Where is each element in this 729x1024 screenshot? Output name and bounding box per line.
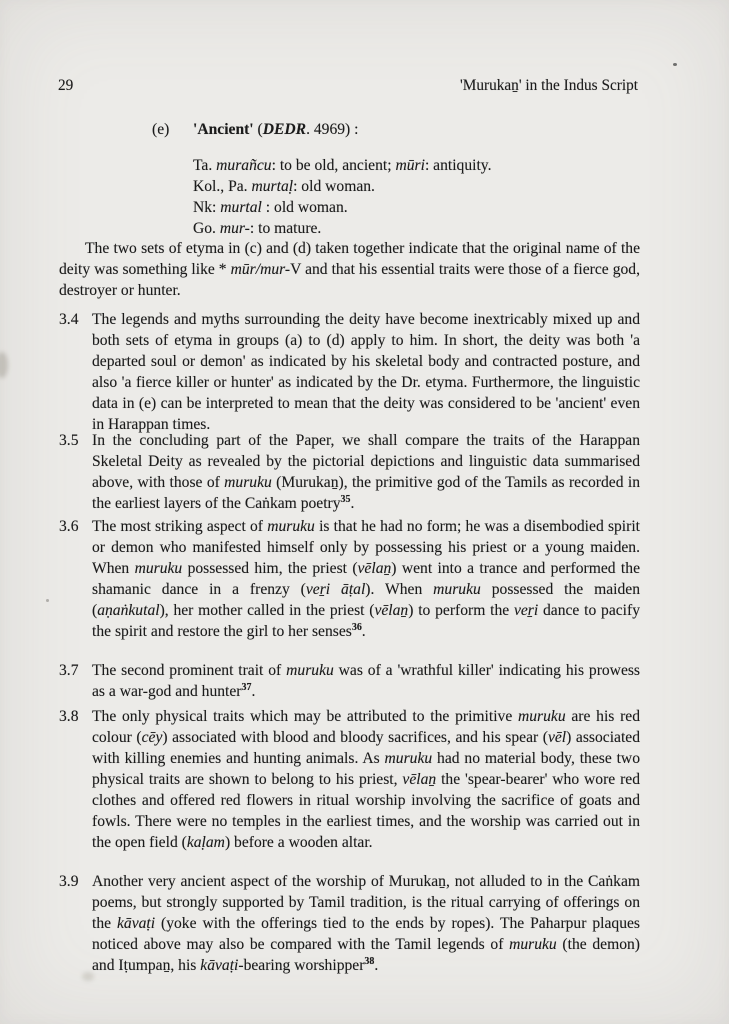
section-3-4	[59, 309, 640, 435]
section-3-9	[59, 871, 640, 976]
definition-line-kolami-parji: Kol., Pa. murtaḷ: old woman.	[193, 178, 375, 195]
section-3-8	[59, 706, 640, 853]
section-body: The legends and myths surrounding the deity have become inextricably mixed up and both sets of etyma in groups (a) to (d) apply to him. In short, the deity was both 'a departed soul or demon' as indicated by his skeletal body and contracted posture, and also 'a fierce killer or hunter' as indicated by the Dr. etyma. Furthermore, the linguistic data in (e) can be interpreted to mean that the deity was considered to be 'ancient' even in Harappan times.	[92, 311, 640, 433]
section-body: The most striking aspect of muruku is that he had no form; he was a disembodied spirit or demon who manifested himself only by possessing his priest or a young maiden. When muruku possessed him, the priest (vēlaṉ) went into a trance and performed the shamanic dance in a frenzy (veṟi āṭal). When muruku possessed the maiden (aṇaṅkutal), her mother called in the priest (vēlaṉ) to perform the veṟi dance to pacify the spirit and restore the girl to her senses$^{36}$.	[92, 518, 641, 640]
definition-line-naiki: Nk: murtal : old woman.	[193, 199, 348, 216]
definition-list	[193, 155, 492, 239]
section-3-6	[59, 516, 640, 642]
section-number: 3.8	[59, 708, 79, 725]
section-body: Another very ancient aspect of the worship of Murukaṉ, not alluded to in the Caṅkam poems, but strongly supported by Tamil tradition, is the ritual carrying of offerings on the kāvaṭi (yoke with the offerings tied to the ends by ropes). The Paharpur plaques noticed above may also be compared with the Tamil legends of muruku (the demon) and Iṭumpaṉ, his kāvaṭi-bearing worshipper$^{38}$.	[92, 873, 640, 974]
section-number: 3.4	[59, 311, 79, 328]
page-header	[58, 75, 638, 96]
entry-e-title: 'Ancient' (DEDR. 4969) :	[193, 121, 359, 138]
section-3-5	[59, 430, 640, 514]
section-number: 3.9	[59, 873, 79, 890]
scan-smudge	[0, 352, 8, 378]
entry-e-heading	[152, 119, 358, 140]
section-number: 3.7	[59, 662, 79, 679]
section-body: The only physical traits which may be attributed to the primitive muruku are his red colour (cēy) associated with blood and bloody sacrifices, and his spear (vēl) associated with killing enemies and hunting animals. As muruku had no material body, these two physical traits are shown to belong to his priest, vēlaṉ the 'spear-bearer' who wore red clothes and offered red flowers in ritual worship involving the sacrifice of goats and fowls. There were no temples in the earliest times, and the worship was carried out in the open field (kaḷam) before a wooden altar.	[92, 708, 640, 851]
scan-speck	[46, 599, 49, 602]
intro-paragraph: The two sets of etyma in (c) and (d) taken together indicate that the original name of the deity was something like * mūr/mur-V and that his essential traits were those of a fierce god, destroyer or hunter.	[59, 240, 641, 299]
section-body: The second prominent trait of muruku was of a 'wrathful killer' indicating his prowess as a war-god and hunter$^{37}$.	[92, 662, 641, 700]
scan-speck	[673, 63, 677, 66]
entry-e-label: (e)	[152, 121, 170, 138]
page-number: 29	[58, 77, 74, 94]
section-number: 3.5	[59, 432, 79, 449]
definition-line-tamil: Ta. murañcu: to be old, ancient; mūri: antiquity.	[193, 157, 492, 174]
section-body: In the concluding part of the Paper, we shall compare the traits of the Harappan Skeletal Deity as revealed by the pictorial depictions and linguistic data summarised above, with those of muruku (Murukaṉ), the primitive god of the Tamils as recorded in the earliest layers of the Caṅkam poetry$^{35}$.	[92, 432, 640, 512]
section-3-7	[59, 660, 640, 702]
definition-line-gondi: Go. mur-: to mature.	[193, 220, 322, 237]
section-number: 3.6	[59, 518, 79, 535]
running-title: 'Murukaṉ' in the Indus Script	[459, 77, 638, 94]
